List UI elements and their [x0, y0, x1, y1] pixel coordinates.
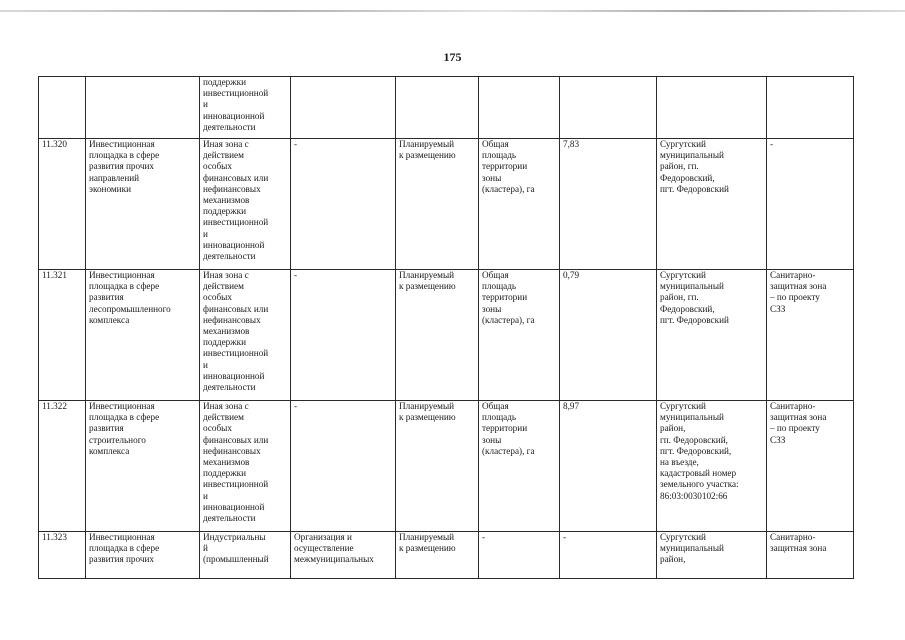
- cell-parameter: -: [479, 532, 560, 579]
- cell-object-name: Инвестиционная площадка в сфере развития прочих: [86, 532, 200, 579]
- table-row: [39, 139, 854, 270]
- cell-zone-type: Иная зона с действием особых финансовых или нефинансовых механизмов поддержки инвестиционной и инновационной деятельности: [200, 139, 291, 270]
- cell-object-name: Инвестиционная площадка в сфере развития прочих направлений экономики: [86, 139, 200, 270]
- scan-artifact-line: [0, 10, 905, 12]
- cell-status: Планируемый к размещению: [396, 270, 479, 401]
- cell-status: Планируемый к размещению: [396, 532, 479, 579]
- cell-purpose: -: [291, 270, 396, 401]
- cell-status: Планируемый к размещению: [396, 401, 479, 532]
- cell-object-name: Инвестиционная площадка в сфере развития строительного комплекса: [86, 401, 200, 532]
- page-number: 175: [443, 50, 462, 64]
- cell-restriction-zones: Санитарно- защитная зона: [767, 532, 854, 579]
- cell-number: 11.322: [39, 401, 86, 532]
- cell-status: Планируемый к размещению: [396, 139, 479, 270]
- cell-value: -: [560, 532, 657, 579]
- cell-parameter: Общая площадь территории зоны (кластера), га: [479, 401, 560, 532]
- cell-number: 11.321: [39, 270, 86, 401]
- cell-location: [657, 77, 767, 139]
- cell-number: [39, 77, 86, 139]
- cell-value: 7,83: [560, 139, 657, 270]
- cell-status: [396, 77, 479, 139]
- cell-value: 8,97: [560, 401, 657, 532]
- cell-zone-type: Иная зона с действием особых финансовых или нефинансовых механизмов поддержки инвестиционной и инновационной деятельности: [200, 270, 291, 401]
- cell-zone-type: Индустриальны й (промышленный: [200, 532, 291, 579]
- cell-purpose: -: [291, 139, 396, 270]
- cell-zone-type: поддержки инвестиционной и инновационной деятельности: [200, 77, 291, 139]
- cell-purpose: -: [291, 401, 396, 532]
- cell-object-name: [86, 77, 200, 139]
- cell-location: Сургутский муниципальный район, гп. Федоровский, пгт. Федоровский: [657, 270, 767, 401]
- cell-number: 11.323: [39, 532, 86, 579]
- cell-object-name: Инвестиционная площадка в сфере развития лесопромышленного комплекса: [86, 270, 200, 401]
- cell-parameter: Общая площадь территории зоны (кластера), га: [479, 270, 560, 401]
- cell-purpose: Организация и осуществление межмуниципальных: [291, 532, 396, 579]
- cell-zone-type: Иная зона с действием особых финансовых или нефинансовых механизмов поддержки инвестиционной и инновационной деятельности: [200, 401, 291, 532]
- cell-value: [560, 77, 657, 139]
- territorial-planning-table: [38, 76, 854, 579]
- cell-restriction-zones: Санитарно- защитная зона – по проекту СЗЗ: [767, 270, 854, 401]
- cell-location: Сургутский муниципальный район, гп. Федоровский, пгт. Федоровский, на въезде, кадастровый номер земельного участка: 86:03:0030102:66: [657, 401, 767, 532]
- cell-restriction-zones: Санитарно- защитная зона – по проекту СЗЗ: [767, 401, 854, 532]
- cell-location: Сургутский муниципальный район,: [657, 532, 767, 579]
- table-body: [39, 77, 854, 579]
- table-row: [39, 532, 854, 579]
- cell-restriction-zones: -: [767, 139, 854, 270]
- cell-value: 0,79: [560, 270, 657, 401]
- table-row: [39, 270, 854, 401]
- cell-parameter: Общая площадь территории зоны (кластера), га: [479, 139, 560, 270]
- table-row: [39, 77, 854, 139]
- cell-restriction-zones: [767, 77, 854, 139]
- cell-location: Сургутский муниципальный район, гп. Федоровский, пгт. Федоровский: [657, 139, 767, 270]
- cell-parameter: [479, 77, 560, 139]
- cell-number: 11.320: [39, 139, 86, 270]
- cell-purpose: [291, 77, 396, 139]
- table-row: [39, 401, 854, 532]
